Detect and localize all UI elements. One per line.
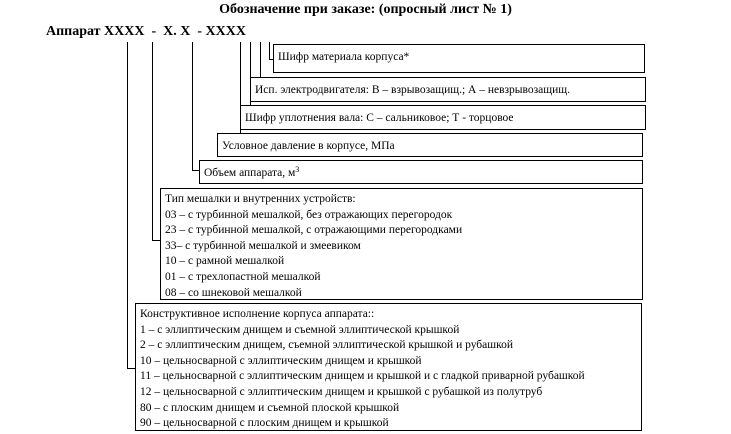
connector-line xyxy=(152,240,160,241)
volume-label: Объем аппарата, м xyxy=(204,167,296,179)
pressure-label: Условное давление в корпусе, МПа xyxy=(222,140,395,152)
material-code-label: Шифр материала корпуса* xyxy=(278,51,410,63)
connector-line xyxy=(152,42,153,240)
connector-line xyxy=(127,368,135,369)
body-design-item: 80 – с плоским днищем и съемной плоской крышкой xyxy=(140,401,400,414)
body-design-item: 1 – с эллиптическим днищем и съемной эллиптической крышкой xyxy=(140,323,460,336)
mixer-type-box xyxy=(160,188,643,300)
body-design-item: 11 – цельносварной с эллиптическим днищем и крышкой и с гладкой приварной рубашкой xyxy=(140,370,585,383)
connector-line xyxy=(269,42,270,59)
connector-line xyxy=(192,42,193,170)
motor-version-label: Исп. электродвигателя: В – взрывозащищ.; А – невзрывозащищ. xyxy=(255,84,571,96)
mixer-type-item: 23 – с турбинной мешалкой, с отражающими перегородками xyxy=(165,224,463,237)
mixer-type-heading: Тип мешалки и внутренних устройств: xyxy=(165,193,356,205)
body-design-heading: Конструктивное исполнение корпуса аппарата:: xyxy=(140,308,375,320)
connector-line xyxy=(192,170,199,171)
motor-version-box xyxy=(250,77,646,102)
body-design-box xyxy=(135,303,642,431)
shaft-seal-label: Шифр уплотнения вала: С – сальниковое; Т - торцовое xyxy=(245,112,514,124)
connector-line xyxy=(127,42,128,368)
volume-unit-superscript: 3 xyxy=(295,165,300,174)
body-design-item: 2 – с эллиптическим днищем, съемной эллиптической крышкой и рубашкой xyxy=(140,339,514,352)
mixer-type-item: 01 – с трехлопастной мешалкой xyxy=(165,270,321,283)
mixer-type-item: 10 – с рамной мешалкой xyxy=(165,255,285,268)
pressure-box xyxy=(217,133,643,157)
volume-box xyxy=(199,160,643,184)
designation-code: Аппарат XXXX - X. X - XXXX xyxy=(46,24,246,39)
body-design-item: 10 – цельносварной с эллиптическим днищем и крышкой xyxy=(140,354,422,367)
mixer-type-item: 03 – с турбинной мешалкой, без отражающих перегородок xyxy=(165,208,453,221)
material-code-box xyxy=(273,44,645,73)
body-design-item: 90 – цельносварной с плоским днищем и крышкой xyxy=(140,417,389,430)
body-design-item: 12 – цельносварной с эллиптическим днищем и крышкой с рубашкой из полутруб xyxy=(140,385,543,398)
page-title: Обозначение при заказе: (опросный лист № 1) xyxy=(219,2,512,17)
shaft-seal-box xyxy=(240,105,646,130)
mixer-type-item: 08 – со шнековой мешалкой xyxy=(165,286,302,299)
mixer-type-item: 33– с турбинной мешалкой и змеевиком xyxy=(165,239,361,252)
